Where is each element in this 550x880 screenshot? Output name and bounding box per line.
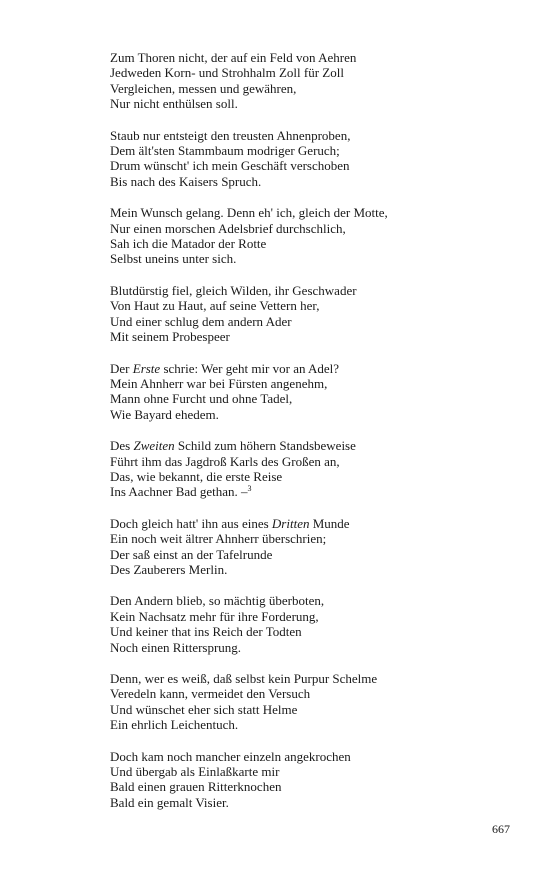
verse-text: Noch einen Rittersprung. <box>110 639 242 655</box>
verse-text: Führt ihm das Jagdroß Karls des Großen an, <box>110 453 340 469</box>
verse-text: Ins Aachner Bad gethan. – <box>110 484 248 500</box>
stanza <box>110 361 530 423</box>
verse-line <box>110 283 530 298</box>
verse-line <box>110 624 530 639</box>
verse-line <box>110 361 530 376</box>
verse-line <box>110 143 530 158</box>
verse-text: Des Zauberers Merlin. <box>110 561 228 577</box>
verse-line <box>110 795 530 810</box>
verse-line <box>110 174 530 189</box>
verse-text: Bald ein gemalt Visier. <box>110 794 229 810</box>
verse-text: Blutdürstig fiel, gleich Wilden, ihr Geschwader <box>110 282 357 298</box>
verse-text: Bald einen grauen Ritterknochen <box>110 779 282 795</box>
verse-text: Und wünschet eher sich statt Helme <box>110 701 298 717</box>
verse-line <box>110 640 530 655</box>
verse-line <box>110 454 530 469</box>
verse-line <box>110 702 530 717</box>
verse-line <box>110 65 530 80</box>
stanza <box>110 438 530 500</box>
verse-text: Sah ich die Matador der Rotte <box>110 236 267 252</box>
verse-line <box>110 671 530 686</box>
verse-text: Schild zum höhern Standsbeweise <box>174 438 356 454</box>
verse-line <box>110 251 530 266</box>
verse-line <box>110 205 530 220</box>
verse-text: Jedweden Korn- und Strohhalm Zoll für Zoll <box>110 65 344 81</box>
verse-text: Vergleichen, messen und gewähren, <box>110 80 297 96</box>
verse-line <box>110 81 530 96</box>
verse-text: Mein Wunsch gelang. Denn eh' ich, gleich der Motte, <box>110 205 388 221</box>
verse-text: Mit seinem Probespeer <box>110 329 230 345</box>
verse-text: Und einer schlug dem andern Ader <box>110 313 292 329</box>
emphasized-word: Zweiten <box>133 438 175 454</box>
verse-text: Und keiner that ins Reich der Todten <box>110 624 302 640</box>
verse-text: Drum wünscht' ich mein Geschäft verschoben <box>110 158 350 174</box>
verse-line <box>110 314 530 329</box>
verse-text: Ein ehrlich Leichentuch. <box>110 717 239 733</box>
verse-line <box>110 407 530 422</box>
page-number: 667 <box>492 822 510 836</box>
verse-text: Nur einen morschen Adelsbrief durchschlich, <box>110 220 346 236</box>
verse-line <box>110 128 530 143</box>
verse-text: Nur nicht enthülsen soll. <box>110 96 238 112</box>
verse-text: Denn, wer es weiß, daß selbst kein Purpur Schelme <box>110 671 378 686</box>
stanza <box>110 283 530 345</box>
verse-line <box>110 593 530 608</box>
verse-line <box>110 562 530 577</box>
verse-line <box>110 298 530 313</box>
verse-line <box>110 158 530 173</box>
verse-line <box>110 221 530 236</box>
poem-body <box>110 50 530 826</box>
verse-line <box>110 749 530 764</box>
verse-line <box>110 50 530 65</box>
verse-line <box>110 516 530 531</box>
verse-text: Doch kam noch mancher einzeln angekrochen <box>110 748 351 764</box>
footnote-marker: 3 <box>247 484 252 494</box>
stanza <box>110 50 530 112</box>
verse-line <box>110 779 530 794</box>
emphasized-word: Erste <box>132 360 161 376</box>
stanza <box>110 671 530 733</box>
verse-line <box>110 547 530 562</box>
verse-line <box>110 329 530 344</box>
verse-text: Ein noch weit ältrer Ahnherr überschrien; <box>110 531 327 547</box>
emphasized-word: Dritten <box>271 515 310 531</box>
verse-text: Zum Thoren nicht, der auf ein Feld von Aehren <box>110 50 357 65</box>
verse-line <box>110 609 530 624</box>
verse-text: Staub nur entsteigt den treusten Ahnenproben, <box>110 127 351 143</box>
stanza <box>110 593 530 655</box>
verse-line <box>110 438 530 453</box>
verse-line <box>110 686 530 701</box>
verse-line <box>110 96 530 111</box>
verse-text: Den Andern blieb, so mächtig überboten, <box>110 593 325 609</box>
verse-text: Mein Ahnherr war bei Fürsten angenehm, <box>110 375 328 391</box>
verse-line <box>110 484 530 499</box>
verse-text: Des <box>110 438 134 454</box>
stanza <box>110 205 530 267</box>
verse-text: schrie: Wer geht mir vor an Adel? <box>160 360 340 376</box>
verse-line <box>110 531 530 546</box>
verse-text: Mann ohne Furcht und ohne Tadel, <box>110 391 293 407</box>
verse-line <box>110 764 530 779</box>
verse-text: Das, wie bekannt, die erste Reise <box>110 468 283 484</box>
verse-text: Und übergab als Einlaßkarte mir <box>110 764 280 780</box>
verse-text: Selbst uneins unter sich. <box>110 251 237 267</box>
verse-line <box>110 469 530 484</box>
verse-line <box>110 376 530 391</box>
verse-text: Munde <box>309 515 350 531</box>
verse-line <box>110 236 530 251</box>
verse-text: Der saß einst an der Tafelrunde <box>110 546 273 562</box>
verse-text: Dem ält'sten Stammbaum modriger Geruch; <box>110 143 340 159</box>
stanza <box>110 516 530 578</box>
verse-text: Doch gleich hatt' ihn aus eines <box>110 515 272 531</box>
verse-line <box>110 391 530 406</box>
verse-text: Von Haut zu Haut, auf seine Vettern her, <box>110 298 320 314</box>
verse-text: Der <box>110 360 133 376</box>
verse-text: Kein Nachsatz mehr für ihre Forderung, <box>110 608 319 624</box>
stanza <box>110 749 530 811</box>
verse-text: Wie Bayard ehedem. <box>110 406 219 422</box>
stanza <box>110 128 530 190</box>
verse-text: Veredeln kann, vermeidet den Versuch <box>110 686 311 702</box>
verse-line <box>110 717 530 732</box>
verse-text: Bis nach des Kaisers Spruch. <box>110 173 262 189</box>
